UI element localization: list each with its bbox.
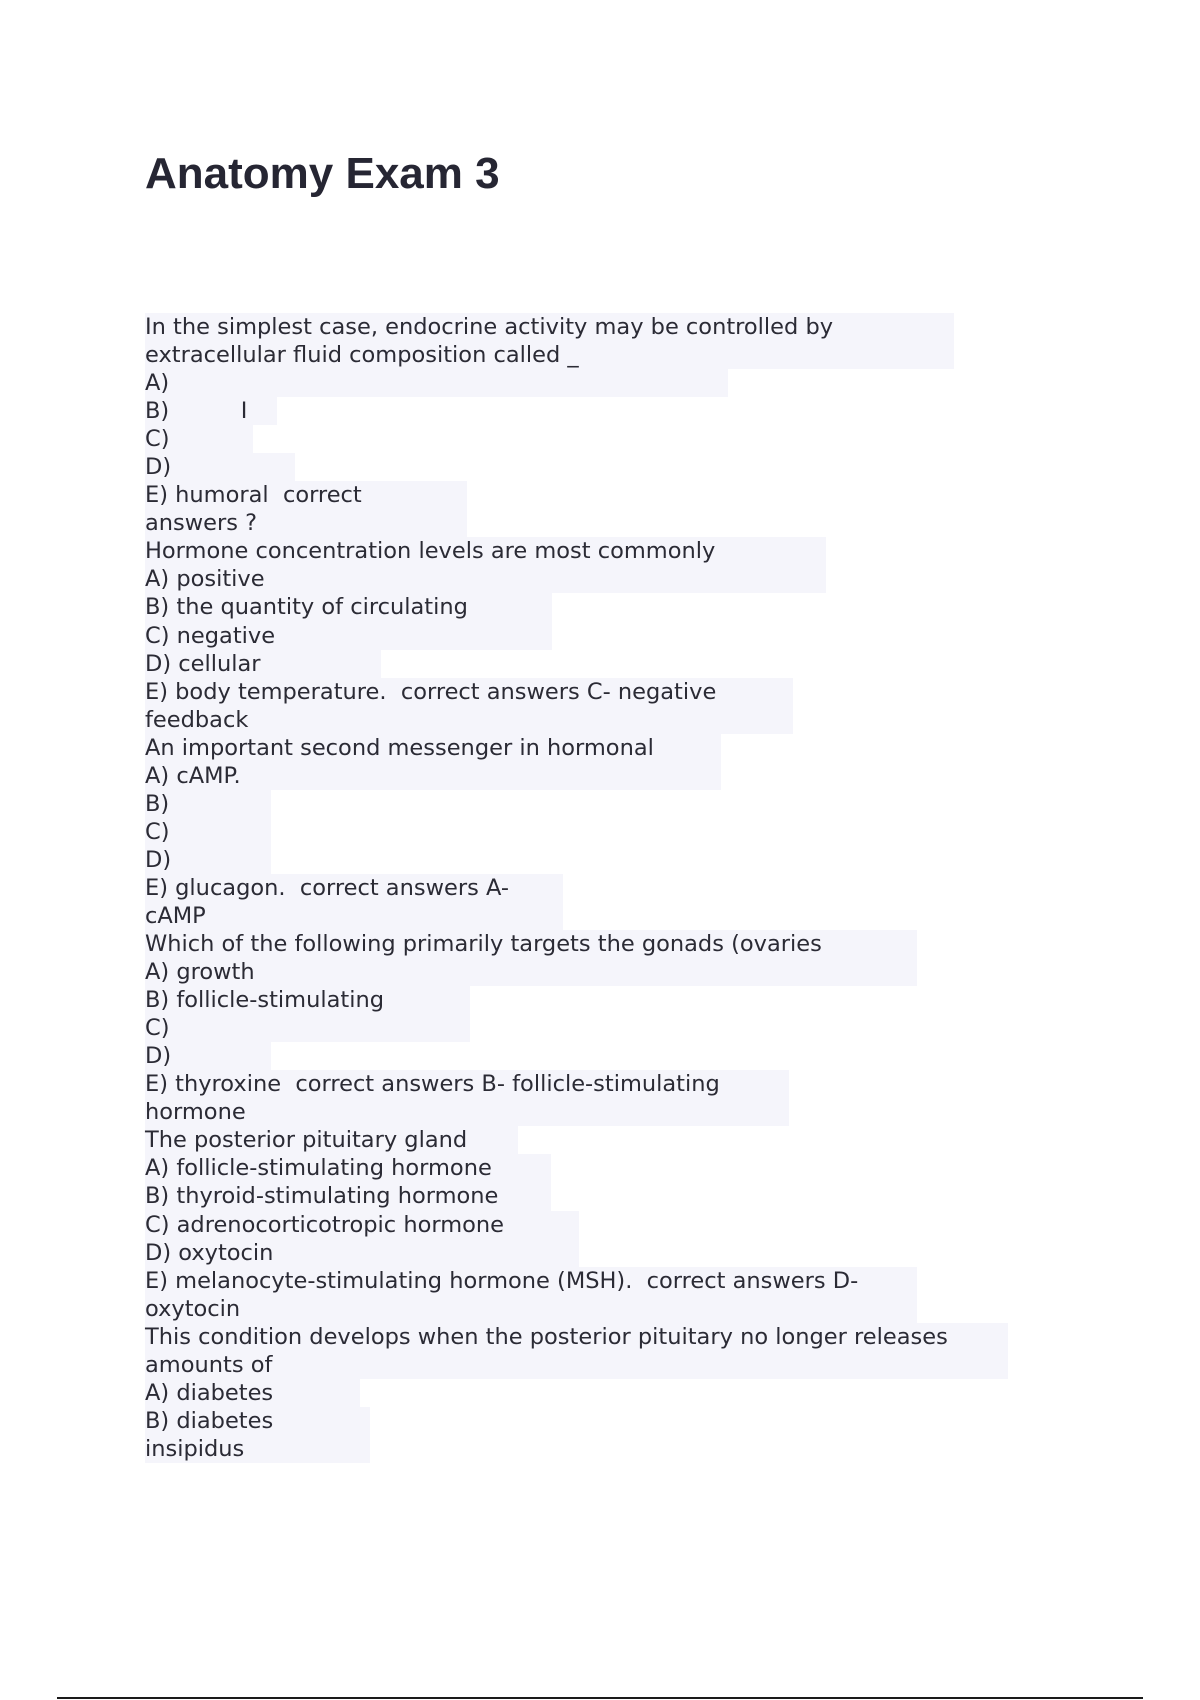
text-line: A) growth [145, 958, 1045, 986]
text-line: The posterior pituitary gland [145, 1126, 1045, 1154]
text-line: cAMP [145, 902, 1045, 930]
text-line: E) thyroxine correct answers B- follicle-stimulating [145, 1070, 1045, 1098]
text-line: E) humoral correct [145, 481, 1045, 509]
text-line: C) [145, 1014, 1045, 1042]
text-line: answers ? [145, 509, 1045, 537]
text-line: hormone [145, 1098, 1045, 1126]
text-line: A) diabetes [145, 1379, 1045, 1407]
text-line: A) cAMP. [145, 762, 1045, 790]
text-line: An important second messenger in hormonal [145, 734, 1045, 762]
text-line: Which of the following primarily targets the gonads (ovaries [145, 930, 1045, 958]
text-line: D) [145, 453, 1045, 481]
text-line: In the simplest case, endocrine activity may be controlled by [145, 313, 1045, 341]
text-line: B) follicle-stimulating [145, 986, 1045, 1014]
text-line: C) adrenocorticotropic hormone [145, 1211, 1045, 1239]
text-line: E) glucagon. correct answers A- [145, 874, 1045, 902]
text-line: B) [145, 790, 1045, 818]
text-line: insipidus [145, 1435, 1045, 1463]
text-line: E) melanocyte-stimulating hormone (MSH). correct answers D- [145, 1267, 1045, 1295]
text-line: extracellular fluid composition called _ [145, 341, 1045, 369]
text-line: B) the quantity of circulating [145, 593, 1045, 621]
text-line: amounts of [145, 1351, 1045, 1379]
text-line: D) [145, 846, 1045, 874]
text-line: Hormone concentration levels are most commonly [145, 537, 1045, 565]
text-line: E) body temperature. correct answers C- negative [145, 678, 1045, 706]
text-line: D) cellular [145, 650, 1045, 678]
text-line: D) oxytocin [145, 1239, 1045, 1267]
text-line: A) [145, 369, 1045, 397]
text-line: C) negative [145, 622, 1045, 650]
text-line: A) positive [145, 565, 1045, 593]
text-line: A) follicle-stimulating hormone [145, 1154, 1045, 1182]
text-line: C) [145, 818, 1045, 846]
text-line: C) [145, 425, 1045, 453]
page-title: Anatomy Exam 3 [145, 149, 500, 198]
text-line: D) [145, 1042, 1045, 1070]
exam-body [145, 313, 1045, 1463]
text-line: B) I [145, 397, 1045, 425]
text-line: This condition develops when the posterior pituitary no longer releases [145, 1323, 1045, 1351]
text-line: oxytocin [145, 1295, 1045, 1323]
text-line: B) diabetes [145, 1407, 1045, 1435]
text-line: B) thyroid-stimulating hormone [145, 1182, 1045, 1210]
page-bottom-rule [57, 1697, 1143, 1699]
text-line: feedback [145, 706, 1045, 734]
